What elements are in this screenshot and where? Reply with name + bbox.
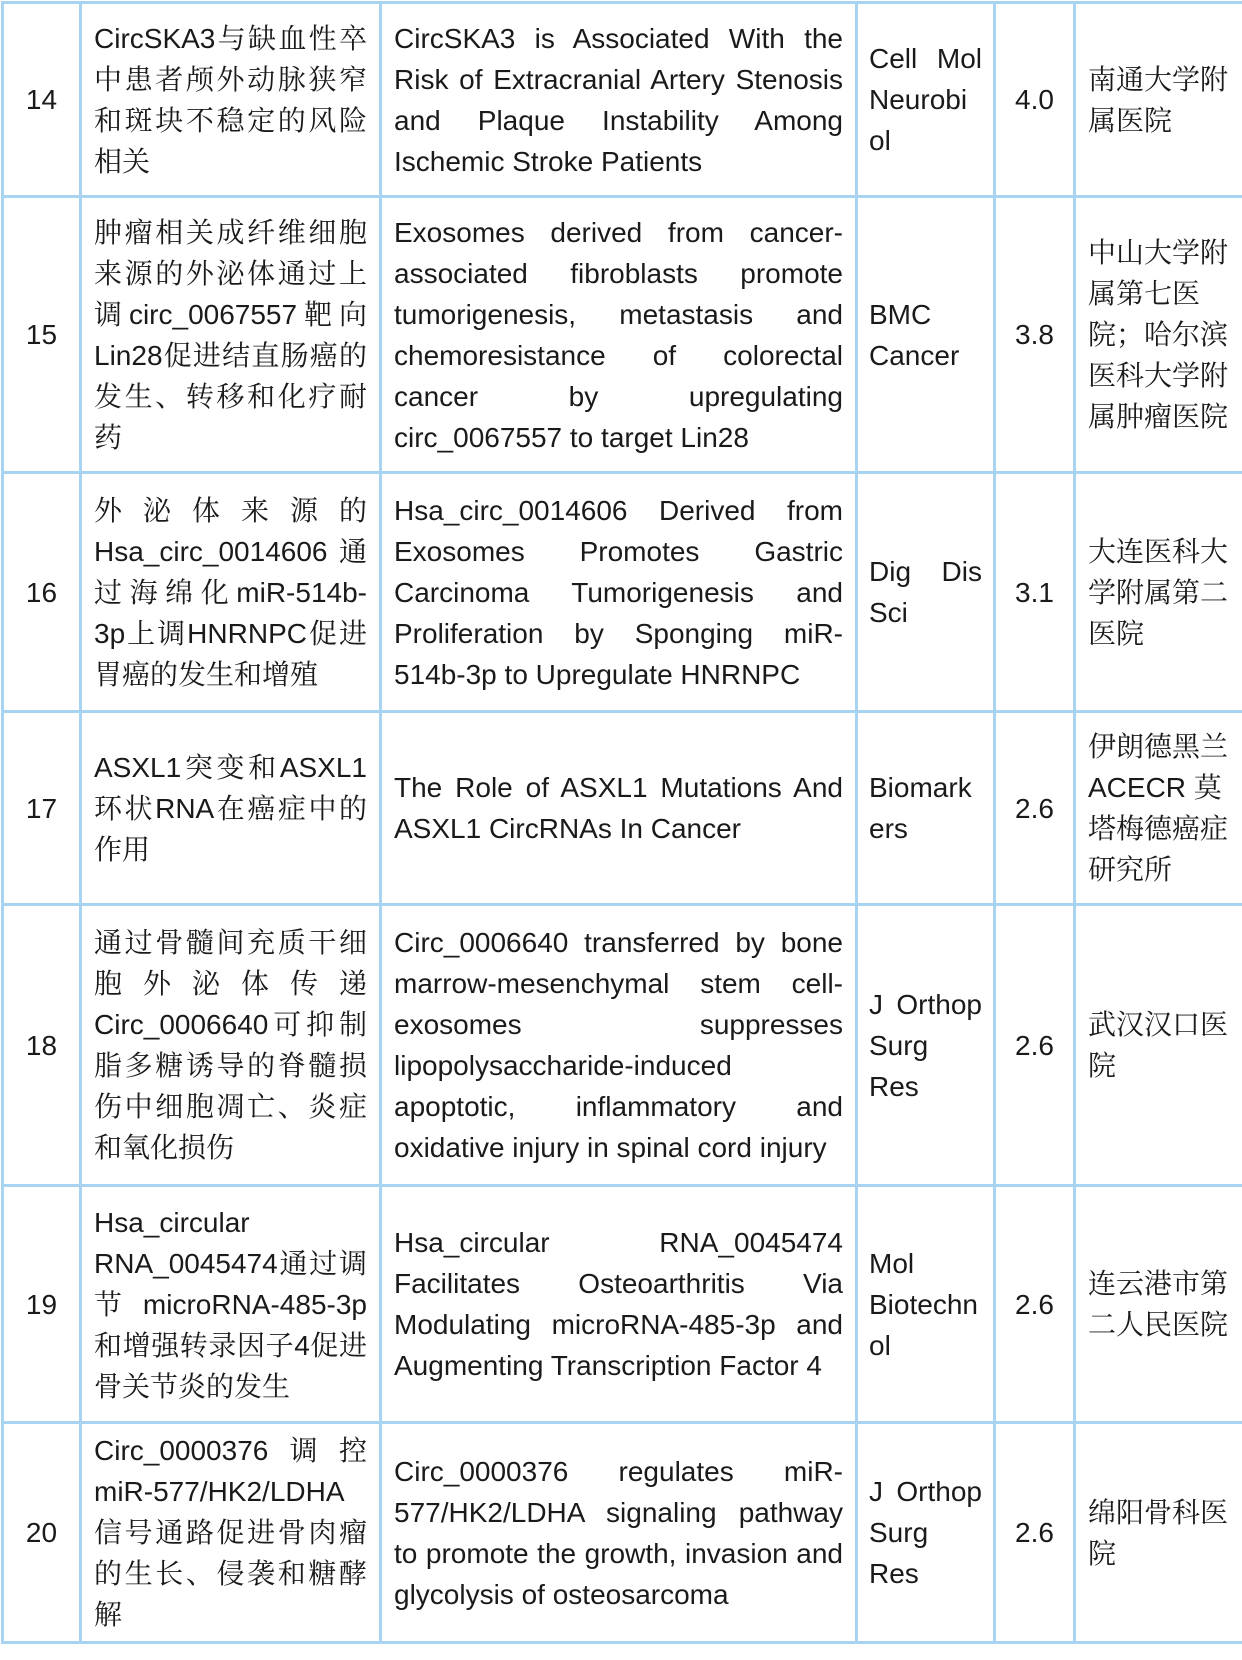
impact-factor-cell: 2.6 [995, 1186, 1075, 1423]
title-english-cell: Hsa_circ_0014606 Derived from Exosomes Promotes Gastric Carcinoma Tumorigenesis and Proliferation by Sponging miR-514b-3p to Upregulate HNRNPC [381, 473, 857, 712]
title-english-cell: Exosomes derived from cancer-associated fibroblasts promote tumorigenesis, metastasis and chemoresistance of colorectal cancer by upregulating circ_0067557 to target Lin28 [381, 197, 857, 473]
institution-cell: 绵阳骨科医院 [1075, 1423, 1242, 1643]
title-english-cell: Circ_0000376 regulates miR-577/HK2/LDHA signaling pathway to promote the growth, invasion and glycolysis of osteosarcoma [381, 1423, 857, 1643]
table-row [3, 1423, 1242, 1643]
institution-cell: 武汉汉口医院 [1075, 905, 1242, 1186]
row-number-cell: 19 [3, 1186, 81, 1423]
title-chinese-cell: 外泌体来源的Hsa_circ_0014606通过海绵化miR-514b-3p上调HNRNPC促进胃癌的发生和增殖 [81, 473, 381, 712]
title-english-cell: CircSKA3 is Associated With the Risk of Extracranial Artery Stenosis and Plaque Instability Among Ischemic Stroke Patients [381, 3, 857, 197]
table-row [3, 712, 1242, 905]
journal-cell: J Orthop Surg Res [857, 1423, 995, 1643]
row-number-cell: 20 [3, 1423, 81, 1643]
table-row [3, 197, 1242, 473]
title-english-cell: Hsa_circular RNA_0045474 Facilitates Osteoarthritis Via Modulating microRNA-485-3p and Augmenting Transcription Factor 4 [381, 1186, 857, 1423]
impact-factor-cell: 2.6 [995, 905, 1075, 1186]
table-row [3, 1186, 1242, 1423]
journal-cell: Mol Biotechnol [857, 1186, 995, 1423]
title-english-cell: The Role of ASXL1 Mutations And ASXL1 CircRNAs In Cancer [381, 712, 857, 905]
impact-factor-cell: 2.6 [995, 1423, 1075, 1643]
table-row [3, 473, 1242, 712]
impact-factor-cell: 2.6 [995, 712, 1075, 905]
table-row [3, 3, 1242, 197]
title-chinese-cell: 肿瘤相关成纤维细胞来源的外泌体通过上调circ_0067557靶向Lin28促进结直肠癌的发生、转移和化疗耐药 [81, 197, 381, 473]
row-number-cell: 15 [3, 197, 81, 473]
title-chinese-cell: CircSKA3与缺血性卒中患者颅外动脉狭窄和斑块不稳定的风险相关 [81, 3, 381, 197]
journal-cell: Cell Mol Neurobiol [857, 3, 995, 197]
row-number-cell: 17 [3, 712, 81, 905]
institution-cell: 伊朗德黑兰ACECR 莫塔梅德癌症研究所 [1075, 712, 1242, 905]
impact-factor-cell: 3.8 [995, 197, 1075, 473]
institution-cell: 南通大学附属医院 [1075, 3, 1242, 197]
impact-factor-cell: 3.1 [995, 473, 1075, 712]
journal-cell: J Orthop Surg Res [857, 905, 995, 1186]
title-english-cell: Circ_0006640 transferred by bone marrow-mesenchymal stem cell-exosomes suppresses lipopolysaccharide-induced apoptotic, inflammatory and oxidative injury in spinal cord injury [381, 905, 857, 1186]
table-row [3, 905, 1242, 1186]
row-number-cell: 14 [3, 3, 81, 197]
journal-cell: Dig Dis Sci [857, 473, 995, 712]
institution-cell: 连云港市第二人民医院 [1075, 1186, 1242, 1423]
impact-factor-cell: 4.0 [995, 3, 1075, 197]
journal-cell: Biomarkers [857, 712, 995, 905]
title-chinese-cell: ASXL1突变和ASXL1环状RNA在癌症中的作用 [81, 712, 381, 905]
publications-table [1, 1, 1242, 1644]
title-chinese-cell: Circ_0000376调控miR-577/HK2/LDHA信号通路促进骨肉瘤的生长、侵袭和糖酵解 [81, 1423, 381, 1643]
institution-cell: 中山大学附属第七医院；哈尔滨医科大学附属肿瘤医院 [1075, 197, 1242, 473]
title-chinese-cell: Hsa_circular RNA_0045474通过调节microRNA-485-3p和增强转录因子4促进骨关节炎的发生 [81, 1186, 381, 1423]
publications-table-body [3, 3, 1242, 1643]
row-number-cell: 16 [3, 473, 81, 712]
row-number-cell: 18 [3, 905, 81, 1186]
institution-cell: 大连医科大学附属第二医院 [1075, 473, 1242, 712]
title-chinese-cell: 通过骨髓间充质干细胞外泌体传递Circ_0006640可抑制脂多糖诱导的脊髓损伤中细胞凋亡、炎症和氧化损伤 [81, 905, 381, 1186]
journal-cell: BMC Cancer [857, 197, 995, 473]
